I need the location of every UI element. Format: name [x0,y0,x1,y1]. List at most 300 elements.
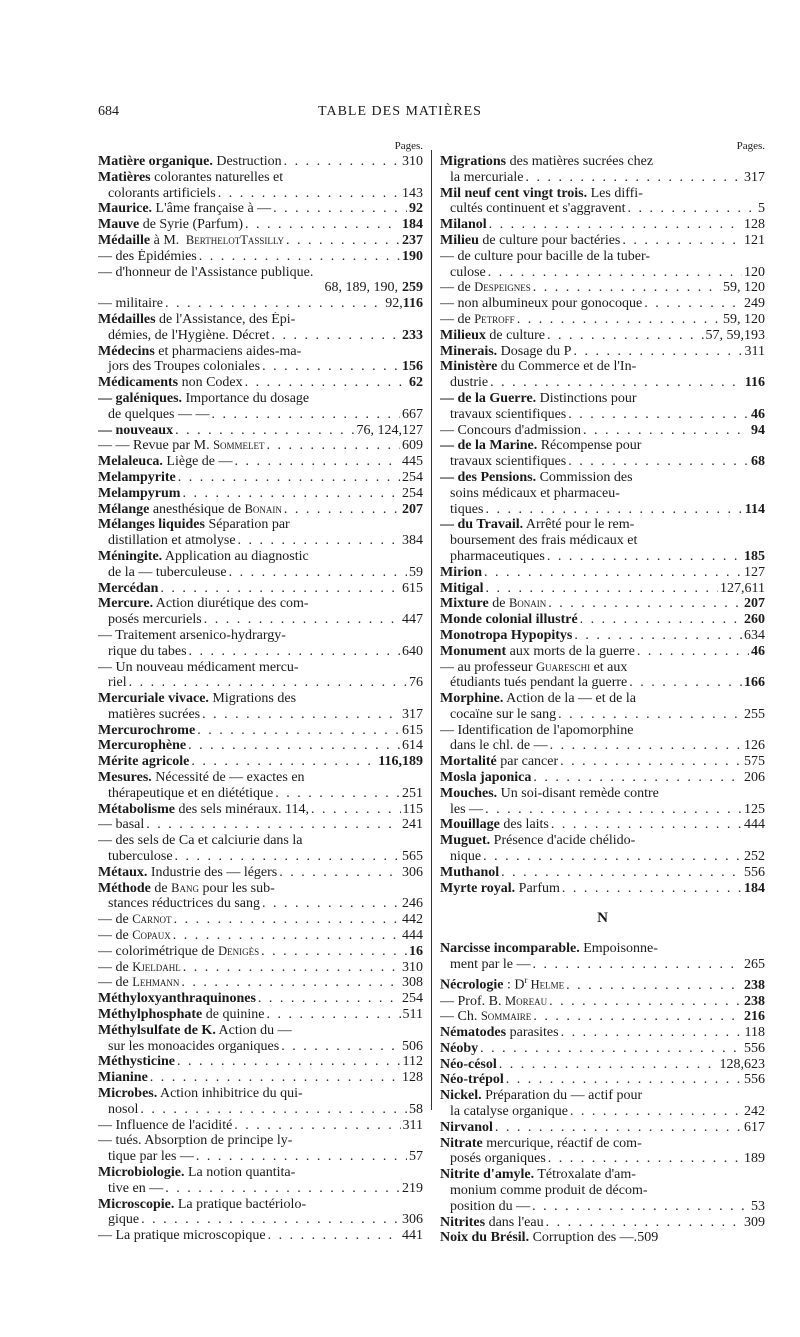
page-ref: 127 [402,422,423,438]
index-entry [98,1054,423,1070]
entry-line [440,881,765,897]
index-entry [440,770,765,786]
entry-line [98,423,423,439]
index-entry [440,249,765,281]
entry-text: la catalyse organique [450,1104,568,1120]
entry-text: — des Épidémies [98,248,197,264]
entry-text: Méthylsulfate de K. Action du — [98,1022,292,1038]
entry-text [98,1070,148,1086]
page-ref: 193 [744,327,765,343]
entry-line [98,470,423,486]
page-ref: 46 [751,406,765,422]
entry-text: — de la Marine. Récompense pour [440,438,642,454]
entry-headword: Minerais. [440,343,498,359]
entry-text: Mercuriale vivace. Migrations des [98,691,297,707]
index-entry [98,928,423,944]
leader-dots [235,454,400,470]
author-name: Kjeldahl [132,959,181,974]
entry-line [440,675,765,691]
entry-text: Matière organique. Destruction [98,154,282,169]
entry-text: Mauve de Syrie (Parfum) [98,217,244,233]
leader-dots [550,738,742,754]
entry-text: démies, de l'Hygiène. Décret [108,327,270,343]
entry-line [440,502,765,518]
entry-line [98,502,423,518]
index-entry [98,723,423,739]
entry-line [440,201,765,217]
page-ref: 565 [402,849,423,865]
index-entry [98,486,423,502]
index-entry [98,1023,423,1055]
index-entry [98,770,423,802]
page-ref: 233 [402,327,423,343]
entry-line [98,691,423,707]
entry-text: Ministère du Commerce et de l'In- [440,359,637,375]
author-name: Guareschi [536,659,591,674]
index-entry [98,201,423,217]
leader-dots [583,423,749,439]
page-ref: 156 [402,359,423,375]
entry-line [440,660,765,676]
entry-line [440,517,765,533]
entry-text: — colorimétrique de Denigès [98,943,260,959]
page-ref: 125 [744,801,765,817]
index-entry [440,994,765,1010]
entry-text: Myrte royal. Parfum [440,880,560,896]
entry-line [440,957,765,973]
entry-line [440,296,765,312]
entry-text: — basal [98,817,145,833]
entry-line [98,1054,423,1070]
entry-headword: Nickel. [440,1088,482,1104]
author-name: Moreau [504,993,548,1008]
entry-text: boursement des frais médicaux et [450,533,638,549]
entry-line [98,359,423,375]
entry-line [440,486,765,502]
entry-text: tique par les — [108,1149,194,1165]
entry-text: — de la Guerre. Distinctions pour [440,390,637,406]
leader-dots [532,957,742,973]
leader-dots [229,565,407,581]
entry-headword: Monument [440,643,507,659]
entry-line [98,944,423,960]
index-entry [440,296,765,312]
entry-text [440,1041,478,1057]
entry-text: — du Travail. Arrêté pour le rem- [440,517,635,533]
page-ref: 128, [719,1056,744,1072]
leader-dots [196,1149,407,1165]
entry-line [98,454,423,470]
leader-dots [275,786,400,802]
entry-text: — La pratique microscopique [98,1228,266,1244]
entry-text: Microbiologie. La notion quantita- [98,1165,296,1180]
leader-dots [551,817,742,833]
page-ref: 94 [751,422,765,438]
entry-line [440,973,765,993]
entry-text: Médicaments non Codex [98,375,243,391]
entry-line [98,1118,423,1134]
entry-line [440,312,765,328]
leader-dots [570,1104,742,1120]
entry-text: dustrie [450,375,489,391]
entry-line [98,328,423,344]
entry-line [98,1181,423,1197]
entry-text: — Identification de l'apomorphine [440,722,634,738]
entry-text: — de Lehmann [98,975,180,991]
entry-headword: Néo-trépol [440,1072,504,1088]
index-entry [98,991,423,1007]
entry-text: de quelques — — [108,406,210,422]
index-entry [98,628,423,660]
entry-line [440,723,765,739]
entry-line [440,470,765,486]
page-ref: 184 [744,880,765,896]
index-entry [440,581,765,597]
entry-text: Mouillage des laits [440,817,549,833]
entry-text: — — Revue par M. Sommelet [98,438,265,454]
entry-headword: Mouillage [440,817,500,833]
entry-text [98,581,158,597]
entry-text: Mortalité par cancer [440,754,559,770]
entry-headword: Médicaments [98,375,179,391]
page-ref: 246 [402,896,423,912]
page-ref: 115 [402,801,423,817]
entry-headword: Mosla japonica [440,770,532,786]
entry-text: Monument aux morts de la guerre [440,643,635,659]
entry-line [440,738,765,754]
leader-dots [548,596,742,612]
entry-text: — d'honneur de l'Assistance publique. [98,264,314,280]
entry-line [98,881,423,897]
leader-dots [489,217,742,233]
index-entry [440,1009,765,1025]
entry-headword: Muthanol [440,864,500,880]
entry-line [98,486,423,502]
entry-text: — galéniques. Importance du dosage [98,390,310,406]
index-entry [440,786,765,818]
leader-dots [546,1215,742,1231]
entry-line [98,802,423,818]
leader-dots [202,707,400,723]
entry-headword: Néo-césol [440,1056,497,1072]
entry-text: culose [450,264,486,280]
entry-line [98,201,423,217]
page-ref: 116 [402,296,423,312]
leader-dots [480,1041,742,1057]
entry-line [98,849,423,865]
leader-dots [183,960,400,976]
index-entry [440,1057,765,1073]
superscript: r [524,975,528,986]
entry-headword: Nématodes [440,1025,507,1041]
page-ref: 46 [751,643,765,659]
index-entry [98,438,423,454]
entry-line [98,1133,423,1149]
entry-line [440,581,765,597]
entry-text: les — [450,801,484,817]
entry-line [98,265,423,281]
entry-line [440,786,765,802]
section-heading: N [597,910,608,927]
entry-line [440,802,765,818]
entry-headword: Nitrites [440,1214,486,1230]
entry-text [440,1120,493,1136]
entry-line [440,1151,765,1167]
leader-dots [568,407,749,423]
entry-headword: Méthylphosphate [98,1007,203,1023]
entry-line [440,375,765,391]
entry-text: Mesures. Nécessité de — exactes en [98,770,305,786]
entry-text: Médecins et pharmaciens aides-ma- [98,343,302,359]
index-entry [98,391,423,423]
entry-headword: Microbiologie. [98,1165,185,1180]
entry-text: Mélanges liquides Séparation par [98,517,290,533]
page-ref: 252 [744,849,765,865]
index-entry [98,1118,423,1134]
index-entry [440,612,765,628]
author-name: Bonain [244,501,282,516]
page-ref: 189 [402,754,423,770]
index-entry [98,1070,423,1086]
leader-dots [178,470,400,486]
entry-text: Microscopie. La pratique bactériolo- [98,1196,307,1212]
index-entry [440,217,765,233]
entry-line [98,581,423,597]
leader-dots [566,978,742,994]
entry-text: colorants artificiels [108,185,216,201]
entry-text: Méningite. Application au diagnostic [98,548,309,564]
leader-dots [181,975,400,991]
entry-text: — de Kjeldahl [98,959,181,975]
entry-line [440,1041,765,1057]
index-entry [98,344,423,376]
page-ref: 306 [402,864,423,880]
entry-line [440,833,765,849]
entry-text: distillation et atmolyse [108,533,236,549]
page-ref: 506 [402,1038,423,1054]
index-entry [98,581,423,597]
entry-line [440,691,765,707]
page-ref: 112 [402,1054,423,1070]
leader-dots [573,344,742,360]
page-ref: 206 [744,770,765,786]
page-ref: 121 [744,232,765,248]
entry-text: — de Petroff [440,311,515,327]
author-name: Tassilly [240,232,284,247]
page-ref: 309 [744,1214,765,1230]
entry-headword: Mélange [98,501,150,517]
entry-headword: Mercurochrome [98,722,196,738]
index-entry [440,280,765,296]
column-rule [431,150,432,1110]
entry-line [98,644,423,660]
entry-line [98,1070,423,1086]
entry-line [440,1230,765,1246]
page-ref: 143 [402,185,423,201]
entry-headword: Matière organique. [98,154,213,169]
author-name: Bonain [508,596,547,611]
page-ref: 259 [402,280,423,296]
entry-text: Milieu de culture pour bactéries [440,232,621,248]
entry-line [440,549,765,565]
page-ref: 127, [720,580,745,596]
index-entry [440,312,765,328]
entry-line [98,754,423,770]
leader-dots [558,707,742,723]
entry-text: Migrations des matières sucrées chez [440,154,654,169]
entry-line [98,233,423,249]
entry-line [98,612,423,628]
entry-headword: Melaleuca. [98,454,163,470]
index-column-right [440,138,765,1246]
entry-line [440,1104,765,1120]
page-ref: 92, [385,296,403,312]
entry-text: Nématodes parasites [440,1025,559,1041]
index-entry [440,644,765,660]
entry-line [440,328,765,344]
entry-text: Matières colorantes naturelles et [98,169,284,185]
entry-line [440,596,765,612]
entry-line [440,1009,765,1025]
page-ref: 16 [409,943,423,959]
entry-text: Nitrites dans l'eau [440,1214,544,1230]
page-ref: 254 [402,991,423,1007]
page-ref: 615 [402,722,423,738]
entry-headword: Milanol [440,217,487,233]
entry-text: — de Despeignes [440,280,531,296]
leader-dots [547,549,742,565]
entry-headword: Mercédan [98,580,159,596]
leader-dots [501,865,742,881]
index-entry [98,249,423,265]
leader-dots [150,1070,400,1086]
leader-dots [279,865,400,881]
entry-text: Nitrite d'amyle. Tétroxalate d'am- [440,1167,636,1183]
leader-dots [499,1057,718,1073]
entry-line [98,991,423,1007]
page-ref: 59, 120 [723,311,765,327]
leader-dots [273,201,407,217]
index-entry [440,865,765,881]
entry-line [98,707,423,723]
index-entry [440,423,765,439]
leader-dots [245,217,400,233]
index-entry [98,549,423,581]
leader-dots [486,581,718,597]
page-ref: 184 [402,217,423,233]
page-ref: 62 [409,375,423,391]
leader-dots [165,1181,400,1197]
entry-headword: Myrte royal. [440,880,516,896]
entry-headword: Monde colonial illustré [440,612,578,628]
leader-dots [175,423,354,439]
author-name: Helme [527,977,565,992]
index-entry [440,1230,765,1246]
entry-line [98,154,423,170]
leader-dots [234,1118,400,1134]
page-ref: 58 [409,1101,423,1117]
entry-text [98,723,195,739]
page-ref: 207 [744,596,765,612]
entry-line [98,960,423,976]
entry-text [98,423,173,439]
page-ref: 166 [744,675,765,691]
entry-headword: Mouches. [440,785,498,801]
entry-line [98,1149,423,1165]
entry-headword: Mélanges liquides [98,517,205,533]
index-entry [98,660,423,692]
page-ref: 444 [744,817,765,833]
page-ref: 57 [409,1149,423,1165]
entry-line [98,896,423,912]
entry-text: Méthylphosphate de quinine [98,1007,265,1023]
entry-line [98,312,423,328]
entry-text: travaux scientifiques [450,406,567,422]
leader-dots [547,328,704,344]
page-ref: 311 [744,343,765,359]
entry-line [98,865,423,881]
entry-text [440,770,531,786]
page-ref: 441 [402,1228,423,1244]
author-name: Sommelet [213,438,265,453]
entry-text: travaux scientifiques [450,454,567,470]
entry-line [98,280,423,296]
page-ref: 76, 124, [356,422,402,438]
entry-headword: Muguet. [440,833,491,849]
entry-text: Maurice. L'âme française à — [98,201,272,217]
entry-headword: Noix du Brésil. [440,1230,530,1246]
entry-headword: Morphine. [440,691,504,707]
entry-text [98,470,176,486]
entry-line [440,454,765,470]
index-entry [440,1136,765,1168]
entry-line [98,770,423,786]
index-entry [98,596,423,628]
index-column-left [98,138,423,1244]
entry-text: tiques [450,501,484,517]
index-entry [98,817,423,833]
index-entry [98,738,423,754]
entry-headword: Néoby [440,1040,479,1056]
entry-text: — de Copaux [98,928,171,944]
entry-text: — de culture pour bacille de la tuber- [440,248,651,264]
entry-text [98,486,180,502]
entry-text: nosol [108,1101,139,1117]
index-entry [98,296,423,312]
entry-line [440,941,765,957]
index-entry [440,1041,765,1057]
leader-dots [533,1009,742,1025]
page-ref: 609 [402,438,423,454]
leader-dots [284,502,400,518]
entry-line [440,628,765,644]
entry-line [98,1023,423,1039]
entry-headword: Microbes. [98,1086,158,1102]
leader-dots [146,817,400,833]
entry-text: pharmaceutiques [450,548,545,564]
entry-headword: Mil neuf cent vingt trois. [440,185,588,201]
page-ref: 116, [378,754,402,770]
entry-headword: Mitigal [440,580,484,596]
index-entry [98,217,423,233]
page-ref: 92 [409,201,423,217]
page-ref: 57, 59, [705,327,744,343]
entry-headword: Méningite. [98,548,163,564]
author-name: Despeignes [474,280,531,295]
entry-text: Mouches. Un soi-disant remède contre [440,785,659,801]
index-entry [440,233,765,249]
index-entry [98,691,423,723]
